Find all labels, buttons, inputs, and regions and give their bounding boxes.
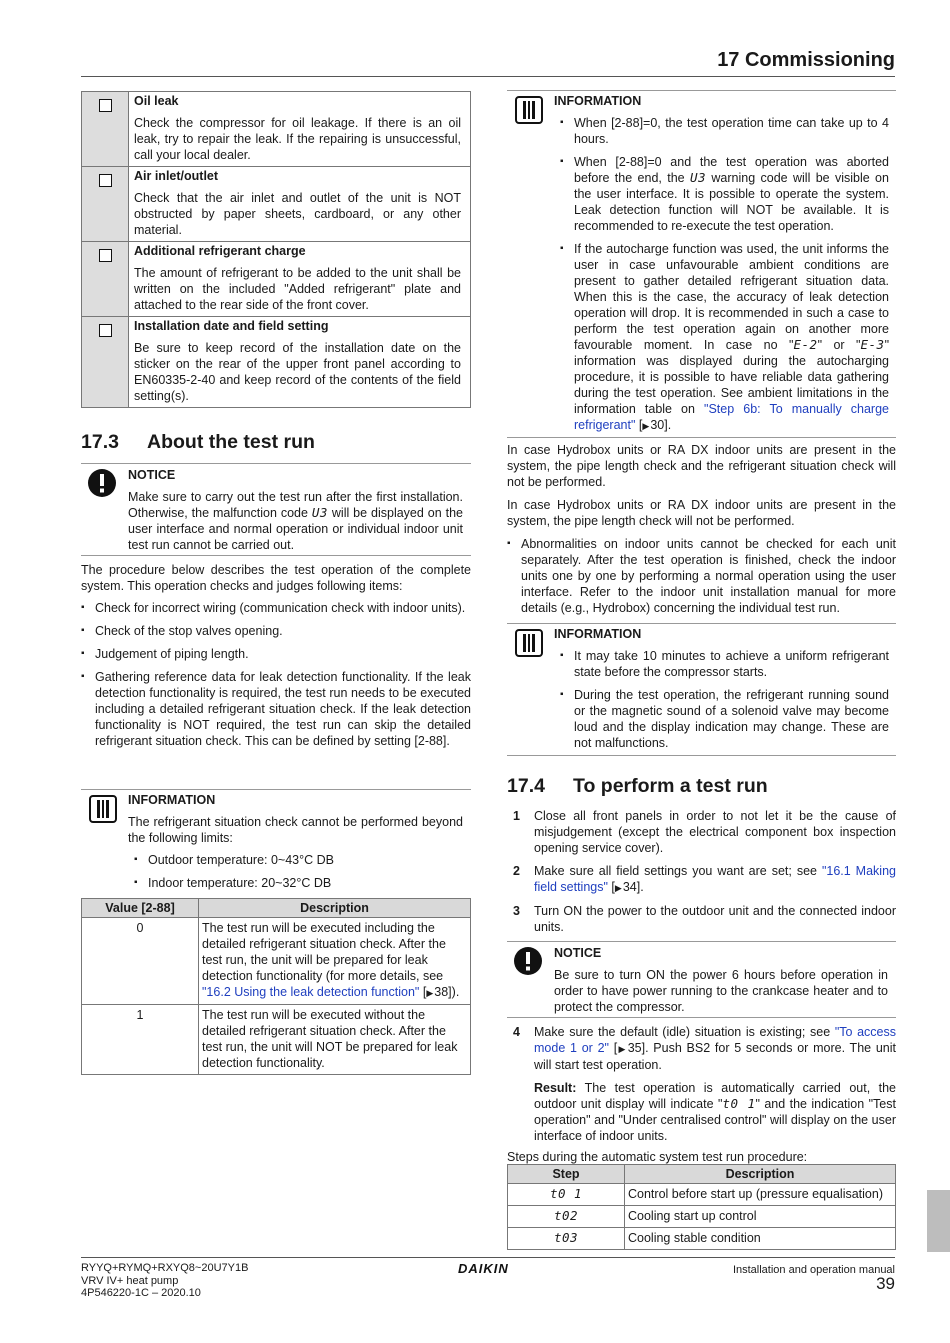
- test-run-steps: [507, 808, 896, 942]
- lcd-code: U3: [311, 505, 328, 520]
- list-item: ▪ When [2-88]=0 and the test operation was aborted before the end, the U3 warning code will be visible on the user interface. It is possible to operate the system. Leak detection function will NOT be available. It is recommended to re-execute the test operation.: [560, 154, 889, 234]
- section-title: About the test run: [147, 431, 315, 453]
- checklist-title: Air inlet/outlet: [134, 169, 219, 183]
- lcd-code: E-2: [793, 337, 818, 352]
- list-item: ▪ Outdoor temperature: 0~43°C DB: [134, 852, 463, 868]
- notice-box: [507, 941, 896, 1018]
- column-header: Description: [199, 899, 471, 918]
- info-icon: [515, 629, 543, 661]
- test-run-intro: [81, 562, 471, 756]
- table-row: [82, 1005, 471, 1075]
- checkbox[interactable]: [99, 324, 112, 337]
- page-arrow-icon: ▶: [614, 883, 622, 893]
- checkbox[interactable]: [99, 99, 112, 112]
- footer-model-info: [81, 1262, 248, 1300]
- value-table: [81, 898, 471, 1075]
- info-icon: [515, 96, 543, 128]
- step-table-wrap: [507, 1164, 896, 1250]
- table-cell: The test run will be executed without the detailed refrigerant situation check. After the test run, the unit will NOT be prepared for leak detection functionality.: [199, 1005, 471, 1075]
- table-cell: 1: [82, 1005, 199, 1075]
- page-arrow-icon: ▶: [642, 421, 650, 431]
- paragraph: In case Hydrobox units or RA DX indoor units are present in the system, the pipe length check and the refrigerant situation check will not be performed.: [507, 443, 896, 489]
- information-box: [507, 623, 896, 756]
- page-arrow-icon: ▶: [426, 988, 434, 998]
- step-table: [507, 1164, 896, 1250]
- checklist-row: [82, 92, 471, 167]
- column-header: Description: [625, 1165, 896, 1184]
- steps-list: [507, 808, 896, 935]
- lcd-code: U3: [689, 170, 707, 185]
- checklist: [81, 91, 471, 408]
- footer-product: VRV IV+ heat pump: [81, 1274, 179, 1287]
- section-heading-17-4: [507, 774, 896, 798]
- abnormalities-list: [507, 536, 896, 616]
- result-text: Result: The test operation is automatically carried out, the outdoor unit display will indicate "t0 1" and the indication "Test operation" and "Under centralised control" will display on the user interface of indoor units.: [534, 1081, 896, 1143]
- list-item: ▪ During the test operation, the refrigerant running sound or the magnetic sound of a solenoid valve may become loud and the display indication may change. These are not malfunctions.: [560, 687, 889, 751]
- step-item: 2 Make sure all field settings you want are set; see "16.1 Making field settings" [▶ 34].: [513, 864, 896, 894]
- notice-heading: NOTICE: [128, 468, 176, 482]
- checklist-title: Installation date and field setting: [134, 319, 329, 333]
- information-box: [507, 90, 896, 438]
- footer-divider: [81, 1257, 895, 1258]
- checklist-row: [82, 242, 471, 317]
- warning-icon: [513, 946, 543, 980]
- list-item: ▪ If the autocharge function was used, the unit informs the user in case unfavourable ambient conditions are present to gather detailed refrigerant situation data. When this is the case, the accuracy of leak detection operation will drop. It is recommended in such a case to perform the test operation again on another more favourable moment. In case no "E-2" or "E-3" information was displayed during the autocharging procedure, it is possible to have reliable data gathering during the test operation. See ambient limitations in the information table on "Step 6b: To manually charge refrigerant" [▶ 30].: [560, 241, 889, 434]
- cross-reference-link[interactable]: "To access mode 1 or 2": [534, 1025, 896, 1055]
- checklist-row: [82, 317, 471, 408]
- list-item: ▪ Abnormalities on indoor units cannot be checked for each unit separately. After the test operation is finished, check the indoor units one by one by performing a normal operation using the user interface. Refer to the indoor unit installation manual for more details (e.g., Hydrobox) concerning the individual test run.: [507, 536, 896, 616]
- table-cell: Cooling start up control: [625, 1206, 896, 1228]
- step-item: 3 Turn ON the power to the outdoor unit and the connected indoor units.: [513, 904, 896, 934]
- info-icon: [89, 795, 117, 827]
- step-item: 4 Make sure the default (idle) situation is existing; see "To access mode 1 or 2" [▶ 35]. Push BS2 for 5 seconds or more. The unit will start test operation.: [513, 1025, 896, 1072]
- intro-paragraph: The procedure below describes the test operation of the complete system. This operation checks and judges following items:: [81, 563, 471, 593]
- notice-text: Make sure to carry out the test run after the first installation. Otherwise, the malfunction code U3 will be displayed on the user interface and normal operation or individual indoor unit test run cannot be carried out.: [128, 490, 463, 552]
- table-row: [508, 1228, 896, 1250]
- info-list: [560, 648, 889, 751]
- steps-list: [507, 1024, 896, 1073]
- notice-box: [81, 463, 471, 556]
- warning-icon: [87, 468, 117, 502]
- cross-reference-link[interactable]: "16.1 Making field settings": [534, 864, 896, 894]
- list-item: ▪ When [2-88]=0, the test operation time can take up to 4 hours.: [560, 115, 889, 147]
- info-text: The refrigerant situation check cannot be performed beyond the following limits:: [128, 815, 463, 845]
- cross-reference-link[interactable]: "Step 6b: To manually charge refrigerant": [574, 402, 890, 432]
- section-number: 17.3: [81, 431, 119, 453]
- lcd-code: E-3: [860, 337, 885, 352]
- checklist-title: Additional refrigerant charge: [134, 244, 306, 258]
- brand-logo: DAIKIN: [458, 1261, 509, 1276]
- chapter-title: 17 Commissioning: [717, 49, 895, 71]
- table-cell: 0: [82, 918, 199, 1005]
- section-heading-17-3: [81, 430, 471, 454]
- table-cell: t03: [508, 1228, 625, 1250]
- chapter-tab-marker: [927, 1190, 950, 1252]
- list-item: ▪ Gathering reference data for leak detection functionality. If the leak detection functionality is required, the test run needs to be executed including a detailed refrigerant situation check. If the leak detection functionality is NOT required, the test run can skip the detailed refrigerant situation check. This can be defined by setting [2-88].: [81, 669, 471, 749]
- column-header: Value [2-88]: [82, 899, 199, 918]
- table-cell: Cooling stable condition: [625, 1228, 896, 1250]
- info-heading: INFORMATION: [128, 793, 216, 807]
- steps-intro: Steps during the automatic system test run procedure:: [507, 1150, 808, 1164]
- section-title: To perform a test run: [573, 775, 768, 797]
- table-row: [508, 1184, 896, 1206]
- step-item: 1 Close all front panels in order to not let it be the cause of misjudgement (except the electrical component box inspection opening service cover).: [513, 809, 896, 855]
- table-cell: t02: [508, 1206, 625, 1228]
- page-arrow-icon: ▶: [617, 1044, 627, 1054]
- paragraph: In case Hydrobox units or RA DX indoor units are present in the system, the pipe length check will not be performed.: [507, 498, 896, 528]
- checklist-text: Check that the air inlet and outlet of the unit is NOT obstructed by paper sheets, cardboard, or any other material.: [134, 191, 461, 237]
- value-table-wrap: [81, 898, 471, 1075]
- notice-heading: NOTICE: [554, 946, 602, 960]
- checklist-title: Oil leak: [134, 94, 179, 108]
- section-number: 17.4: [507, 775, 545, 797]
- column-header: Step: [508, 1165, 625, 1184]
- check-items-list: [81, 600, 471, 749]
- list-item: ▪ Check of the stop valves opening.: [81, 623, 471, 639]
- notice-text: Be sure to turn ON the power 6 hours before operation in order to have power running to the crankcase heater and to protect the compressor.: [554, 968, 888, 1014]
- info-list: [560, 115, 889, 434]
- list-item: ▪ It may take 10 minutes to achieve a uniform refrigerant state before the compressor starts.: [560, 648, 889, 680]
- checkbox[interactable]: [99, 249, 112, 262]
- footer-doc-number: 4P546220-1C – 2020.10: [81, 1287, 201, 1299]
- hydrobox-notes: [507, 442, 896, 623]
- table-row: [508, 1206, 896, 1228]
- info-heading: INFORMATION: [554, 627, 642, 641]
- info-heading: INFORMATION: [554, 94, 642, 108]
- header-divider: [81, 76, 895, 77]
- footer-manual-title: Installation and operation manual: [732, 1264, 895, 1276]
- list-item: ▪ Indoor temperature: 20~32°C DB: [134, 875, 463, 891]
- list-item: ▪ Check for incorrect wiring (communication check with indoor units).: [81, 600, 471, 616]
- table-row: [82, 918, 471, 1005]
- checkbox[interactable]: [99, 174, 112, 187]
- footer-model: RYYQ+RYMQ+RXYQ8~20U7Y1B: [81, 1262, 249, 1274]
- table-cell: t0 1: [508, 1184, 625, 1206]
- checklist-text: Be sure to keep record of the installation date on the sticker on the rear of the upper front panel according to EN60335-2-40 and keep record of the contents of the field setting(s).: [134, 341, 461, 403]
- table-cell: The test run will be executed including the detailed refrigerant situation check. After the test run, the unit will be prepared for leak detection functionality (for more details, see "16.2 Using the leak detection function" [▶ 38]).: [199, 918, 471, 1005]
- list-item: ▪ Judgement of piping length.: [81, 646, 471, 662]
- step-4: [507, 1024, 896, 1165]
- page-number: 39: [876, 1274, 895, 1293]
- table-cell: Control before start up (pressure equalisation): [625, 1184, 896, 1206]
- checklist-table: [81, 91, 471, 408]
- information-box: [81, 789, 471, 895]
- cross-reference-link[interactable]: "16.2 Using the leak detection function": [202, 985, 420, 999]
- checklist-text: Check the compressor for oil leakage. If there is an oil leak, try to repair the leak. If the repairing is unsuccessful, call your local dealer.: [134, 116, 461, 162]
- checklist-row: [82, 167, 471, 242]
- checklist-text: The amount of refrigerant to be added to the unit shall be written on the included "Added refrigerant" plate and attached to the rear side of the front cover.: [134, 266, 461, 312]
- lcd-code: t0 1: [722, 1096, 756, 1111]
- info-list: [134, 852, 463, 891]
